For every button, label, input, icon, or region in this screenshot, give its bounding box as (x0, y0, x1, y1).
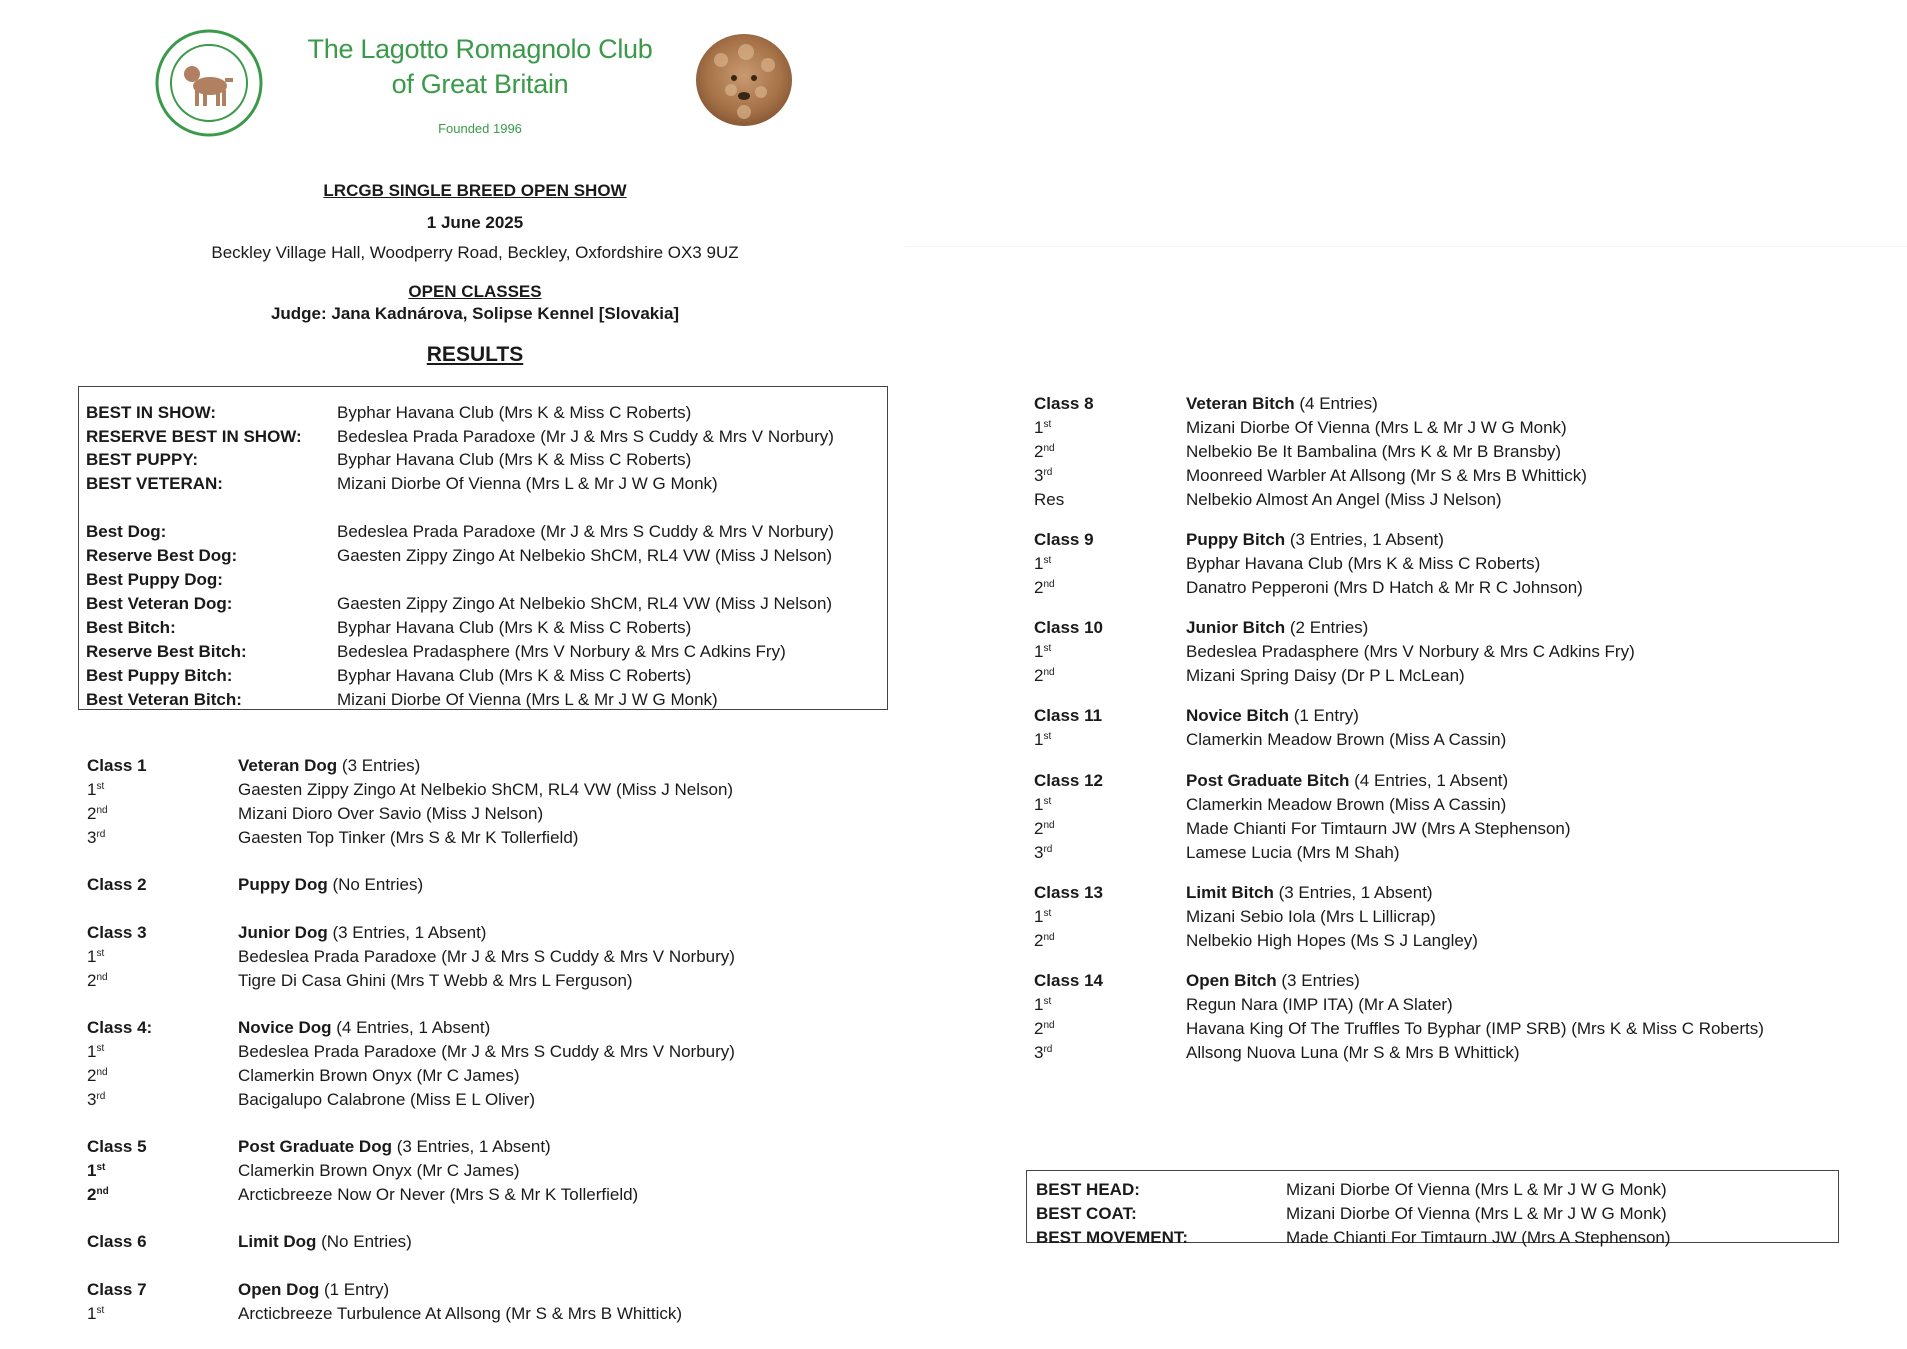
placing-position: 2nd (1034, 442, 1055, 461)
placing-suffix: st (1043, 996, 1052, 1007)
placing-dog: Nelbekio High Hopes (Ms S J Langley) (1186, 931, 1478, 950)
results-heading: RESULTS (426, 343, 524, 366)
show-date: 1 June 2025 (426, 213, 524, 232)
club-founded: Founded 1996 (438, 121, 522, 136)
class-number: Class 2 (87, 875, 147, 894)
special-award-value: Made Chianti For Timtaurn JW (Mrs A Stephenson) (1286, 1228, 1671, 1247)
placing-position: 2nd (1034, 931, 1055, 950)
class-entries: (4 Entries, 1 Absent) (331, 1018, 491, 1037)
placing-position: 2nd (87, 804, 108, 823)
class-title (238, 1231, 412, 1253)
class-name: Novice Bitch (1186, 706, 1289, 725)
placing-suffix: nd (96, 1067, 108, 1078)
class-title (238, 922, 486, 944)
class-name: Junior Bitch (1186, 618, 1286, 637)
placing-position: 3rd (87, 828, 106, 847)
special-award-value: Mizani Diorbe Of Vienna (Mrs L & Mr J W G Monk) (1286, 1204, 1667, 1223)
placing-dog: Clamerkin Brown Onyx (Mr C James) (238, 1161, 520, 1180)
placing-position: 2nd (1034, 578, 1055, 597)
award-label: BEST PUPPY: (86, 450, 199, 469)
placing-suffix: nd (1043, 820, 1055, 831)
class-entries: (3 Entries) (337, 756, 421, 775)
placing-dog: Gaesten Top Tinker (Mrs S & Mr K Tollerfield) (238, 828, 579, 847)
class-name: Post Graduate Dog (238, 1137, 392, 1156)
award-value: Byphar Havana Club (Mrs K & Miss C Roberts) (337, 666, 692, 685)
award-label: Best Veteran Bitch: (86, 690, 242, 709)
placing-dog: Allsong Nuova Luna (Mr S & Mrs B Whittick) (1186, 1043, 1520, 1062)
placing-dog: Danatro Pepperoni (Mrs D Hatch & Mr R C Johnson) (1186, 578, 1583, 597)
show-title: LRCGB SINGLE BREED OPEN SHOW (323, 181, 627, 200)
class-title (238, 1136, 551, 1158)
placing-position: 2nd (87, 1066, 108, 1085)
class-number: Class 13 (1034, 883, 1103, 902)
class-name: Open Dog (238, 1280, 320, 1299)
award-value: Bedeslea Prada Paradoxe (Mr J & Mrs S Cuddy & Mrs V Norbury) (337, 427, 834, 446)
placing-suffix: rd (1043, 467, 1053, 478)
class-name: Limit Dog (238, 1232, 317, 1251)
placing-dog: Arcticbreeze Now Or Never (Mrs S & Mr K Tollerfield) (238, 1185, 639, 1204)
class-entries: (4 Entries, 1 Absent) (1349, 771, 1509, 790)
class-title (1186, 393, 1378, 415)
club-logo (154, 28, 264, 138)
class-number: Class 6 (87, 1232, 147, 1251)
class-entries: (2 Entries) (1285, 618, 1369, 637)
award-label: RESERVE BEST IN SHOW: (86, 427, 302, 446)
placing-suffix: nd (1043, 1020, 1055, 1031)
class-number: Class 9 (1034, 530, 1094, 549)
award-label: BEST VETERAN: (86, 474, 223, 493)
award-value: Bedeslea Prada Paradoxe (Mr J & Mrs S Cuddy & Mrs V Norbury) (337, 522, 834, 541)
placing-dog: Bedeslea Prada Paradoxe (Mr J & Mrs S Cuddy & Mrs V Norbury) (238, 1042, 735, 1061)
placing-position: 2nd (1034, 1019, 1055, 1038)
placing-position: 3rd (1034, 466, 1053, 485)
placing-suffix: rd (96, 829, 106, 840)
placing-suffix: nd (96, 1186, 109, 1197)
special-award-label: BEST MOVEMENT: (1036, 1228, 1189, 1247)
award-label: BEST IN SHOW: (86, 403, 217, 422)
placing-dog: Byphar Havana Club (Mrs K & Miss C Roberts) (1186, 554, 1541, 573)
class-name: Veteran Dog (238, 756, 338, 775)
placing-dog: Bedeslea Prada Paradoxe (Mr J & Mrs S Cuddy & Mrs V Norbury) (238, 947, 735, 966)
class-title (1186, 882, 1433, 904)
placing-dog: Havana King Of The Truffles To Byphar (IMP SRB) (Mrs K & Miss C Roberts) (1186, 1019, 1764, 1038)
class-entries: (1 Entry) (319, 1280, 390, 1299)
award-value: Gaesten Zippy Zingo At Nelbekio ShCM, RL4 VW (Miss J Nelson) (337, 594, 833, 613)
class-entries: (3 Entries, 1 Absent) (1273, 883, 1433, 902)
award-label: Best Puppy Bitch: (86, 666, 233, 685)
club-title-line1: The Lagotto Romagnolo Club (307, 34, 653, 64)
placing-suffix: nd (1043, 443, 1055, 454)
class-name: Puppy Bitch (1186, 530, 1286, 549)
placing-suffix: st (96, 781, 105, 792)
judge-line: Judge: Jana Kadnárova, Solipse Kennel [Slovakia] (270, 304, 680, 323)
class-name: Puppy Dog (238, 875, 328, 894)
special-award-value: Mizani Diorbe Of Vienna (Mrs L & Mr J W G Monk) (1286, 1180, 1667, 1199)
class-name: Post Graduate Bitch (1186, 771, 1350, 790)
award-value: Mizani Diorbe Of Vienna (Mrs L & Mr J W G Monk) (337, 474, 718, 493)
class-number: Class 14 (1034, 971, 1103, 990)
class-title (1186, 529, 1444, 551)
placing-dog: Made Chianti For Timtaurn JW (Mrs A Stephenson) (1186, 819, 1571, 838)
placing-suffix: st (1043, 419, 1052, 430)
placing-position: 3rd (1034, 843, 1053, 862)
award-value: Bedeslea Pradasphere (Mrs V Norbury & Mrs C Adkins Fry) (337, 642, 786, 661)
award-label: Best Veteran Dog: (86, 594, 233, 613)
placing-dog: Mizani Spring Daisy (Dr P L McLean) (1186, 666, 1465, 685)
award-value: Gaesten Zippy Zingo At Nelbekio ShCM, RL4 VW (Miss J Nelson) (337, 546, 833, 565)
placing-dog: Nelbekio Almost An Angel (Miss J Nelson) (1186, 490, 1502, 509)
special-award-label: BEST COAT: (1036, 1204, 1137, 1223)
award-value: Byphar Havana Club (Mrs K & Miss C Roberts) (337, 618, 692, 637)
placing-position: 1st (1034, 730, 1052, 749)
special-award-label: BEST HEAD: (1036, 1180, 1140, 1199)
club-title (290, 32, 670, 102)
class-number: Class 4: (87, 1018, 153, 1037)
class-number: Class 5 (87, 1137, 147, 1156)
placing-suffix: rd (1043, 1044, 1053, 1055)
placing-dog: Moonreed Warbler At Allsong (Mr S & Mrs B Whittick) (1186, 466, 1587, 485)
class-entries: (3 Entries, 1 Absent) (1285, 530, 1444, 549)
placing-dog: Arcticbreeze Turbulence At Allsong (Mr S & Mrs B Whittick) (238, 1304, 683, 1323)
award-label: Reserve Best Bitch: (86, 642, 247, 661)
placing-position: 2nd (87, 971, 108, 990)
placing-position: 2nd (87, 1185, 109, 1204)
award-value: Mizani Diorbe Of Vienna (Mrs L & Mr J W G Monk) (337, 690, 718, 709)
placing-dog: Nelbekio Be It Bambalina (Mrs K & Mr B Bransby) (1186, 442, 1562, 461)
award-value: Byphar Havana Club (Mrs K & Miss C Roberts) (337, 403, 692, 422)
class-number: Class 1 (87, 756, 147, 775)
placing-dog: Clamerkin Meadow Brown (Miss A Cassin) (1186, 730, 1507, 749)
class-entries: (3 Entries, 1 Absent) (327, 923, 487, 942)
placing-suffix: st (96, 1043, 105, 1054)
placing-position: 1st (87, 1161, 106, 1180)
placing-position: 1st (87, 780, 105, 799)
placing-dog: Bedeslea Pradasphere (Mrs V Norbury & Mrs C Adkins Fry) (1186, 642, 1635, 661)
placing-suffix: st (1043, 908, 1052, 919)
placing-position: Res (1034, 490, 1065, 509)
club-title-line2: of Great Britain (391, 69, 569, 99)
placing-position: 1st (87, 947, 105, 966)
class-number: Class 3 (87, 923, 147, 942)
placing-dog: Mizani Dioro Over Savio (Miss J Nelson) (238, 804, 544, 823)
class-title (1186, 705, 1359, 727)
placing-dog: Mizani Sebio Iola (Mrs L Lillicrap) (1186, 907, 1436, 926)
placing-dog: Bacigalupo Calabrone (Miss E L Oliver) (238, 1090, 535, 1109)
placing-dog: Clamerkin Brown Onyx (Mr C James) (238, 1066, 520, 1085)
award-label: Best Puppy Dog: (86, 570, 223, 589)
placing-suffix: rd (1043, 844, 1053, 855)
placing-position: 1st (1034, 907, 1052, 926)
class-name: Veteran Bitch (1186, 394, 1295, 413)
placing-dog: Gaesten Zippy Zingo At Nelbekio ShCM, RL4 VW (Miss J Nelson) (238, 780, 734, 799)
placing-position: 2nd (1034, 666, 1055, 685)
class-entries: (1 Entry) (1288, 706, 1359, 725)
class-number: Class 10 (1034, 618, 1103, 637)
placing-position: 2nd (1034, 819, 1055, 838)
placing-position: 1st (87, 1042, 105, 1061)
class-entries: (No Entries) (316, 1232, 412, 1251)
class-title (238, 755, 420, 777)
placing-suffix: nd (96, 805, 108, 816)
class-title (238, 874, 423, 896)
placing-suffix: nd (1043, 932, 1055, 943)
placing-position: 3rd (87, 1090, 106, 1109)
placing-suffix: st (1043, 643, 1052, 654)
placing-position: 1st (1034, 642, 1052, 661)
placing-suffix: st (96, 1305, 105, 1316)
class-name: Limit Bitch (1186, 883, 1274, 902)
placing-suffix: st (1043, 555, 1052, 566)
class-entries: (3 Entries, 1 Absent) (391, 1137, 551, 1156)
placing-dog: Regun Nara (IMP ITA) (Mr A Slater) (1186, 995, 1453, 1014)
award-value: Byphar Havana Club (Mrs K & Miss C Roberts) (337, 450, 692, 469)
placing-suffix: st (1043, 731, 1052, 742)
class-number: Class 8 (1034, 394, 1094, 413)
class-entries: (4 Entries) (1294, 394, 1378, 413)
placing-dog: Clamerkin Meadow Brown (Miss A Cassin) (1186, 795, 1507, 814)
class-title (238, 1017, 490, 1039)
divider (905, 246, 1907, 247)
placing-suffix: nd (1043, 579, 1055, 590)
placing-dog: Mizani Diorbe Of Vienna (Mrs L & Mr J W G Monk) (1186, 418, 1567, 437)
class-entries: (No Entries) (327, 875, 424, 894)
placing-position: 1st (87, 1304, 105, 1323)
class-name: Junior Dog (238, 923, 328, 942)
placing-suffix: rd (96, 1091, 106, 1102)
placing-suffix: st (1043, 796, 1052, 807)
section-heading: OPEN CLASSES (408, 282, 542, 301)
class-title (1186, 970, 1360, 992)
class-entries: (3 Entries) (1276, 971, 1360, 990)
award-label: Best Bitch: (86, 618, 176, 637)
placing-position: 1st (1034, 995, 1052, 1014)
class-title (238, 1279, 389, 1301)
class-title (1186, 617, 1368, 639)
placing-dog: Tigre Di Casa Ghini (Mrs T Webb & Mrs L Ferguson) (238, 971, 633, 990)
class-number: Class 12 (1034, 771, 1103, 790)
class-number: Class 7 (87, 1280, 147, 1299)
placing-position: 1st (1034, 795, 1052, 814)
dog-photo (686, 30, 796, 136)
class-name: Novice Dog (238, 1018, 332, 1037)
placing-suffix: st (96, 1162, 106, 1173)
placing-suffix: nd (1043, 667, 1055, 678)
placing-suffix: st (96, 948, 105, 959)
class-number: Class 11 (1034, 706, 1103, 725)
class-title (1186, 770, 1508, 792)
show-venue: Beckley Village Hall, Woodperry Road, Beckley, Oxfordshire OX3 9UZ (211, 243, 739, 262)
placing-position: 3rd (1034, 1043, 1053, 1062)
award-label: Best Dog: (86, 522, 167, 541)
placing-suffix: nd (96, 972, 108, 983)
placing-position: 1st (1034, 554, 1052, 573)
award-label: Reserve Best Dog: (86, 546, 238, 565)
class-name: Open Bitch (1186, 971, 1277, 990)
placing-dog: Lamese Lucia (Mrs M Shah) (1186, 843, 1400, 862)
placing-position: 1st (1034, 418, 1052, 437)
